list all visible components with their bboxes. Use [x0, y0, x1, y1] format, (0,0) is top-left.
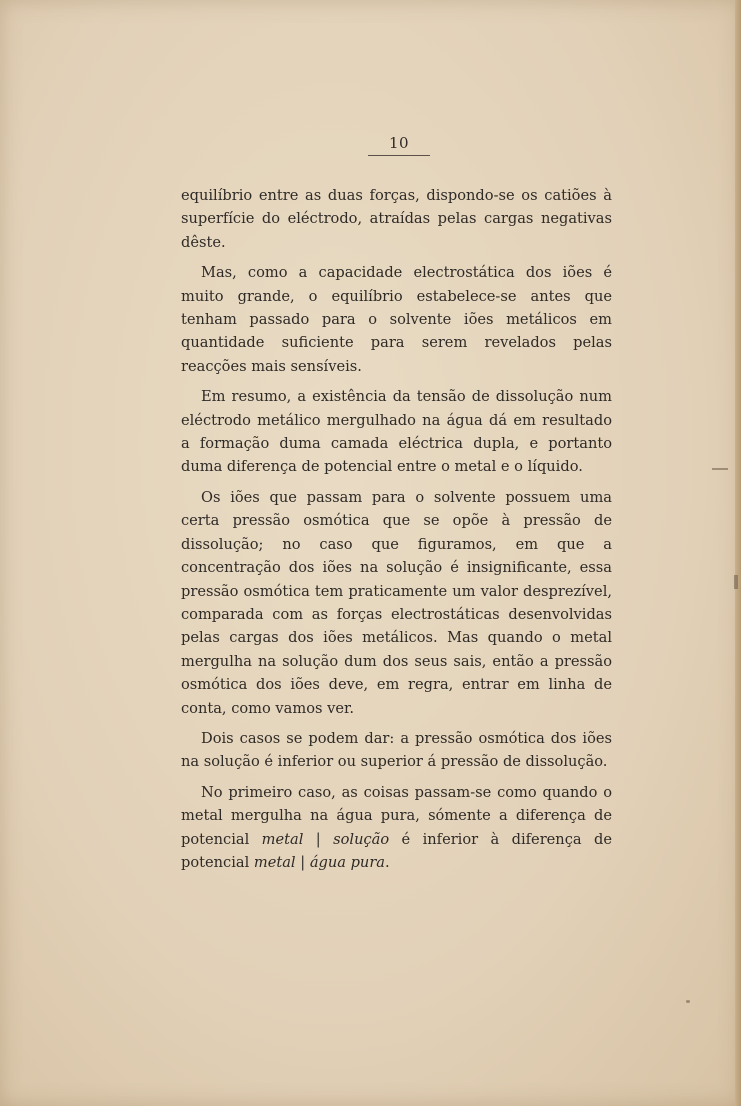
- page-number: 10: [368, 134, 430, 156]
- paragraph-6: [181, 781, 612, 875]
- paragraph-3: Em resumo, a existência da tensão de dissolução num eléctrodo metálico mergulhado na água dá em resultado a formação duma camada eléctrica dupla, e portanto duma diferença de potencial entre o metal e o líquido.: [181, 388, 612, 476]
- paper-blemish: [686, 1000, 690, 1003]
- paragraph-6-text-a: No primeiro caso, as coisas passam-se como quando o metal mergulha na água pura, sómente a diferença de potencial: [181, 783, 612, 848]
- body-text: [181, 184, 612, 881]
- paragraph-2: Mas, como a capacidade electrostática dos iões é muito grande, o equilíbrio estabelece-se antes que tenham passado para o solvente iões metálicos em quantidade suficiente para serem revelados pelas reacções mais sensíveis.: [181, 264, 612, 375]
- separator: |: [303, 830, 334, 848]
- paragraph-1: equilíbrio entre as duas forças, dispondo-se os catiões à superfície do eléctrodo, atraídas pelas cargas negativas dêste.: [181, 187, 612, 251]
- paper-blemish: [734, 575, 738, 589]
- term-metal: metal: [261, 830, 304, 848]
- paragraph-4: Os iões que passam para o solvente possuem uma certa pressão osmótica que se opõe à pressão de dissolução; no caso que figuramos, em que a concentração dos iões na solução é insignificante, essa pressão osmótica tem praticamente um valor desprezível, comparada com as forças electrostáticas desenvolvidas pelas cargas dos iões metálicos. Mas quando o metal mergulha na solução dum dos seus sais, então a pressão osmótica dos iões deve, em regra, entrar em linha de conta, como vamos ver.: [181, 488, 612, 717]
- page-edge: [735, 0, 741, 1106]
- paragraph-6-text-b: é inferior à diferença de potencial: [181, 830, 612, 871]
- paragraph-6-text-c: .: [385, 853, 390, 871]
- paper-blemish: [712, 468, 728, 470]
- paragraph-5: Dois casos se podem dar: a pressão osmótica dos iões na solução é inferior ou superior á pressão de dissolução.: [181, 729, 612, 771]
- term-agua-pura: água pura: [309, 853, 386, 871]
- term-solucao: solução: [333, 830, 390, 848]
- term-metal-2: metal: [253, 853, 296, 871]
- separator-2: |: [295, 853, 310, 871]
